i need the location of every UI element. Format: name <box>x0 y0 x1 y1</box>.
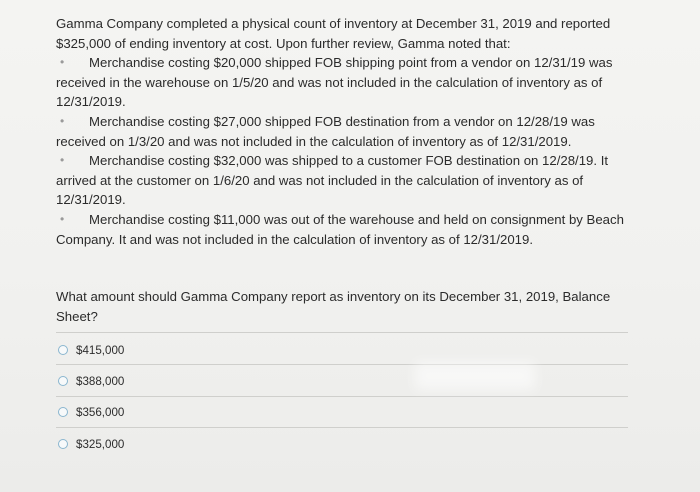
list-item: • Merchandise costing $11,000 was out of the warehouse and held on consignment by Beach Company. It and was not included in the calculation of inventory as of 12/31/2019. <box>56 211 624 247</box>
answer-option-label: $356,000 <box>76 405 125 419</box>
answer-option-1[interactable] <box>58 340 124 360</box>
bullet-icon: • <box>60 55 65 70</box>
divider <box>56 332 628 333</box>
question-prompt: What amount should Gamma Company report as inventory on its December 31, 2019, Balance Sheet? <box>56 289 611 324</box>
bullet-icon: • <box>60 211 65 226</box>
answer-option-3[interactable] <box>58 402 124 422</box>
bullet-icon: • <box>60 153 65 168</box>
list-item: • Merchandise costing $32,000 was shipped to a customer FOB destination on 12/28/19. It arrived at the customer on 1/6/20 and was not included in the calculation of inventory as of 12/31/2019. <box>56 153 609 208</box>
answer-option-4[interactable] <box>58 434 124 454</box>
bullet-icon: • <box>60 113 65 128</box>
answer-option-2[interactable] <box>58 371 124 391</box>
divider <box>56 364 628 365</box>
radio-button[interactable] <box>58 439 68 449</box>
screen-glare <box>415 362 535 390</box>
radio-button[interactable] <box>58 407 68 417</box>
radio-button[interactable] <box>58 345 68 355</box>
question-text <box>56 14 636 249</box>
answer-option-label: $415,000 <box>76 343 125 357</box>
answer-option-label: $388,000 <box>76 374 125 388</box>
list-item: • Merchandise costing $20,000 shipped FOB shipping point from a vendor on 12/31/19 was received in the warehouse on 1/5/20 and was not included in the calculation of inventory as of 12/31/2019. <box>56 55 613 110</box>
divider <box>56 396 628 397</box>
list-item: • Merchandise costing $27,000 shipped FOB destination from a vendor on 12/28/19 was received on 1/3/20 and was not included in the calculation of inventory as of 12/31/2019. <box>56 113 595 149</box>
divider <box>56 427 628 428</box>
radio-button[interactable] <box>58 376 68 386</box>
question-intro: Gamma Company completed a physical count of inventory at December 31, 2019 and reported $325,000 of ending inventory at cost. Upon further review, Gamma noted that: <box>56 16 611 51</box>
answer-option-label: $325,000 <box>76 437 125 451</box>
